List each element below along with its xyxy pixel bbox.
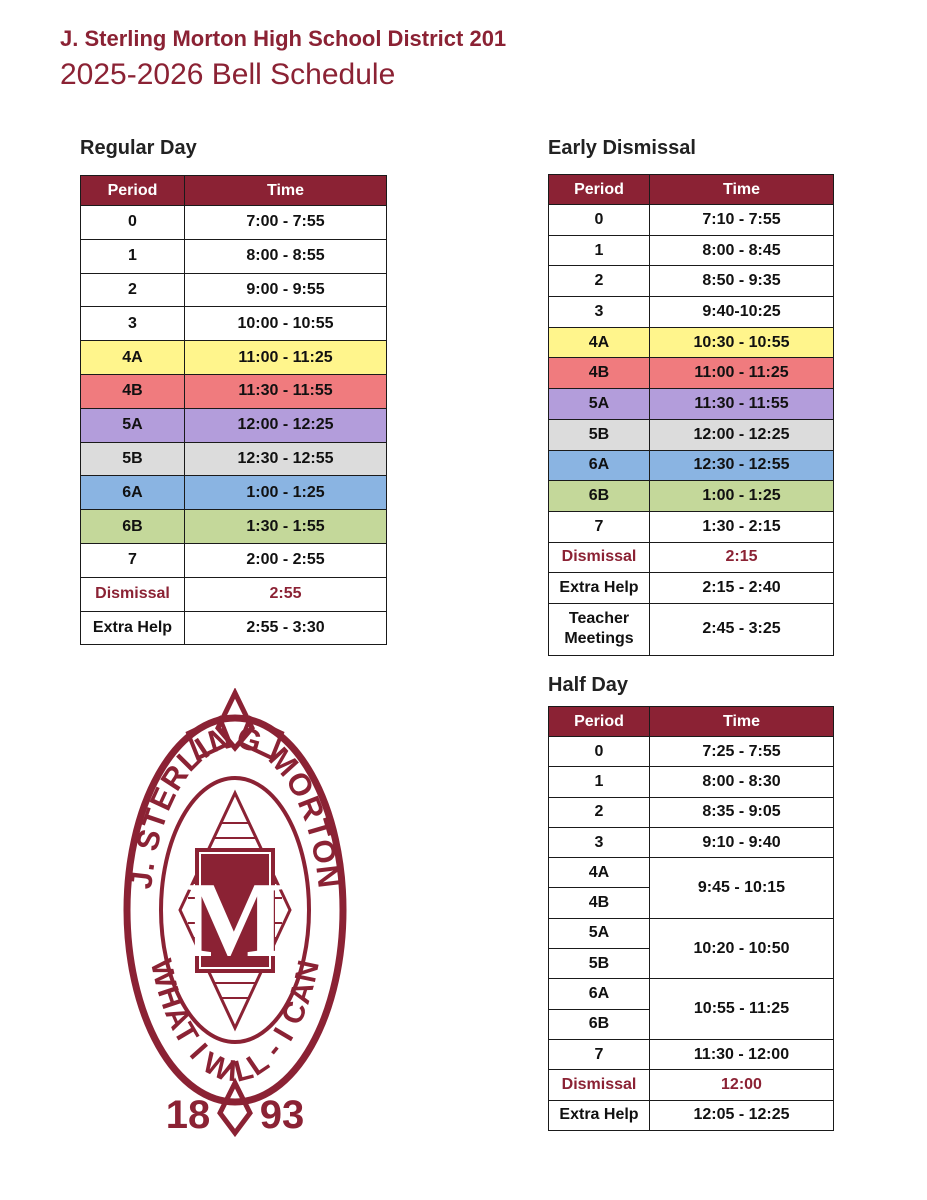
- period-cell: 5A: [81, 408, 185, 442]
- period-cell: 1: [81, 239, 185, 273]
- period-cell: 3: [81, 307, 185, 341]
- time-cell: 2:55 - 3:30: [185, 611, 387, 645]
- time-cell: 12:00 - 12:25: [650, 419, 834, 450]
- table-row: [549, 450, 834, 481]
- period-cell: 6A: [549, 450, 650, 481]
- table-row: [81, 408, 387, 442]
- time-cell: 2:55: [185, 577, 387, 611]
- period-header: Period: [81, 176, 185, 206]
- table-row: [549, 205, 834, 236]
- time-cell: 10:55 - 11:25: [650, 979, 834, 1040]
- period-header: Period: [549, 707, 650, 737]
- period-cell: 4A: [81, 341, 185, 375]
- seal-letter-m: M: [184, 861, 286, 980]
- table-row: [81, 442, 387, 476]
- period-cell: 1: [549, 235, 650, 266]
- table-row: [549, 419, 834, 450]
- time-cell: 8:00 - 8:45: [650, 235, 834, 266]
- table-row: [549, 481, 834, 512]
- time-cell: 11:30 - 11:55: [185, 374, 387, 408]
- time-cell: 11:30 - 12:00: [650, 1039, 834, 1069]
- period-cell: Extra Help: [549, 573, 650, 604]
- period-cell: 6B: [81, 510, 185, 544]
- period-cell: 6A: [81, 476, 185, 510]
- table-row: [81, 239, 387, 273]
- time-cell: 8:00 - 8:55: [185, 239, 387, 273]
- period-cell: Dismissal: [81, 577, 185, 611]
- period-cell: 3: [549, 297, 650, 328]
- table-row: [549, 1039, 834, 1069]
- time-cell: 7:00 - 7:55: [185, 206, 387, 240]
- period-cell: 5A: [549, 389, 650, 420]
- period-cell: 7: [81, 543, 185, 577]
- period-cell: 4B: [81, 374, 185, 408]
- period-cell: 2: [81, 273, 185, 307]
- table-row: [81, 611, 387, 645]
- time-header: Time: [185, 176, 387, 206]
- time-cell: 8:50 - 9:35: [650, 266, 834, 297]
- time-cell: 2:15 - 2:40: [650, 573, 834, 604]
- table-row: [549, 737, 834, 767]
- period-cell: Extra Help: [549, 1100, 650, 1130]
- period-cell: 6A: [549, 979, 650, 1009]
- period-cell: 7: [549, 1039, 650, 1069]
- time-cell: 2:00 - 2:55: [185, 543, 387, 577]
- time-cell: 12:30 - 12:55: [185, 442, 387, 476]
- time-cell: 2:45 - 3:25: [650, 603, 834, 655]
- period-cell: 3: [549, 827, 650, 857]
- table-row: [549, 1070, 834, 1100]
- time-cell: 7:25 - 7:55: [650, 737, 834, 767]
- time-cell: 2:15: [650, 542, 834, 573]
- table-row: [549, 603, 834, 655]
- period-cell: 4B: [549, 888, 650, 918]
- table-row: [81, 510, 387, 544]
- period-cell: 2: [549, 266, 650, 297]
- table-row: [549, 297, 834, 328]
- time-cell: 8:00 - 8:30: [650, 767, 834, 797]
- period-cell: 5B: [549, 419, 650, 450]
- table-row: [549, 358, 834, 389]
- time-cell: 11:00 - 11:25: [185, 341, 387, 375]
- seal-year-right: 93: [259, 1093, 305, 1137]
- table-row: [549, 1100, 834, 1130]
- table-row: [549, 797, 834, 827]
- time-cell: 9:45 - 10:15: [650, 858, 834, 919]
- table-row: [549, 573, 834, 604]
- table-row: [549, 858, 834, 888]
- table-row: [549, 542, 834, 573]
- early-dismissal-table: [548, 174, 834, 656]
- time-header: Time: [650, 175, 834, 205]
- period-cell: 0: [81, 206, 185, 240]
- time-cell: 8:35 - 9:05: [650, 797, 834, 827]
- time-cell: 12:05 - 12:25: [650, 1100, 834, 1130]
- early-dismissal-title: Early Dismissal: [548, 137, 696, 159]
- period-cell: 1: [549, 767, 650, 797]
- time-cell: 10:20 - 10:50: [650, 918, 834, 979]
- time-cell: 1:00 - 1:25: [185, 476, 387, 510]
- regular-day-title: Regular Day: [80, 137, 197, 159]
- table-row: [81, 476, 387, 510]
- table-row: [549, 235, 834, 266]
- time-cell: 7:10 - 7:55: [650, 205, 834, 236]
- period-cell: 5B: [549, 949, 650, 979]
- time-cell: 12:00: [650, 1070, 834, 1100]
- period-cell: 2: [549, 797, 650, 827]
- time-cell: 1:30 - 2:15: [650, 511, 834, 542]
- time-cell: 1:30 - 1:55: [185, 510, 387, 544]
- table-row: [549, 918, 834, 948]
- period-cell: Extra Help: [81, 611, 185, 645]
- district-title: J. Sterling Morton High School District 201: [60, 26, 507, 51]
- time-header: Time: [650, 707, 834, 737]
- table-row: [549, 979, 834, 1009]
- schedule-title: 2025-2026 Bell Schedule: [60, 58, 396, 91]
- period-cell: Teacher Meetings: [549, 603, 650, 655]
- period-cell: 5B: [81, 442, 185, 476]
- table-row: [549, 266, 834, 297]
- half-day-title: Half Day: [548, 674, 629, 696]
- period-cell: Dismissal: [549, 1070, 650, 1100]
- time-cell: 9:40-10:25: [650, 297, 834, 328]
- seal-ring-top-text: J. STERLING MORTON: [123, 719, 347, 891]
- period-cell: 4A: [549, 858, 650, 888]
- school-seal-logo: [120, 688, 350, 1138]
- time-cell: 9:10 - 9:40: [650, 827, 834, 857]
- period-cell: Dismissal: [549, 542, 650, 573]
- table-row: [81, 273, 387, 307]
- table-row: [81, 341, 387, 375]
- table-row: [549, 327, 834, 358]
- time-cell: 1:00 - 1:25: [650, 481, 834, 512]
- half-day-table: [548, 706, 834, 1131]
- table-row: [549, 511, 834, 542]
- table-row: [81, 374, 387, 408]
- period-cell: 7: [549, 511, 650, 542]
- period-cell: 0: [549, 737, 650, 767]
- time-cell: 9:00 - 9:55: [185, 273, 387, 307]
- time-cell: 10:30 - 10:55: [650, 327, 834, 358]
- table-row: [549, 767, 834, 797]
- time-cell: 12:30 - 12:55: [650, 450, 834, 481]
- table-row: [549, 389, 834, 420]
- time-cell: 11:30 - 11:55: [650, 389, 834, 420]
- table-row: [81, 577, 387, 611]
- table-row: [81, 206, 387, 240]
- period-cell: 4A: [549, 327, 650, 358]
- period-cell: 4B: [549, 358, 650, 389]
- seal-year-left: 18: [165, 1093, 211, 1137]
- seal-ring-bottom-text: WHAT I WILL - I CAN: [143, 956, 327, 1089]
- table-row: [81, 543, 387, 577]
- time-cell: 10:00 - 10:55: [185, 307, 387, 341]
- time-cell: 11:00 - 11:25: [650, 358, 834, 389]
- period-cell: 6B: [549, 481, 650, 512]
- time-cell: 12:00 - 12:25: [185, 408, 387, 442]
- period-cell: 6B: [549, 1009, 650, 1039]
- table-row: [549, 827, 834, 857]
- regular-day-table: [80, 175, 387, 645]
- period-cell: 5A: [549, 918, 650, 948]
- period-cell: 0: [549, 205, 650, 236]
- period-header: Period: [549, 175, 650, 205]
- table-row: [81, 307, 387, 341]
